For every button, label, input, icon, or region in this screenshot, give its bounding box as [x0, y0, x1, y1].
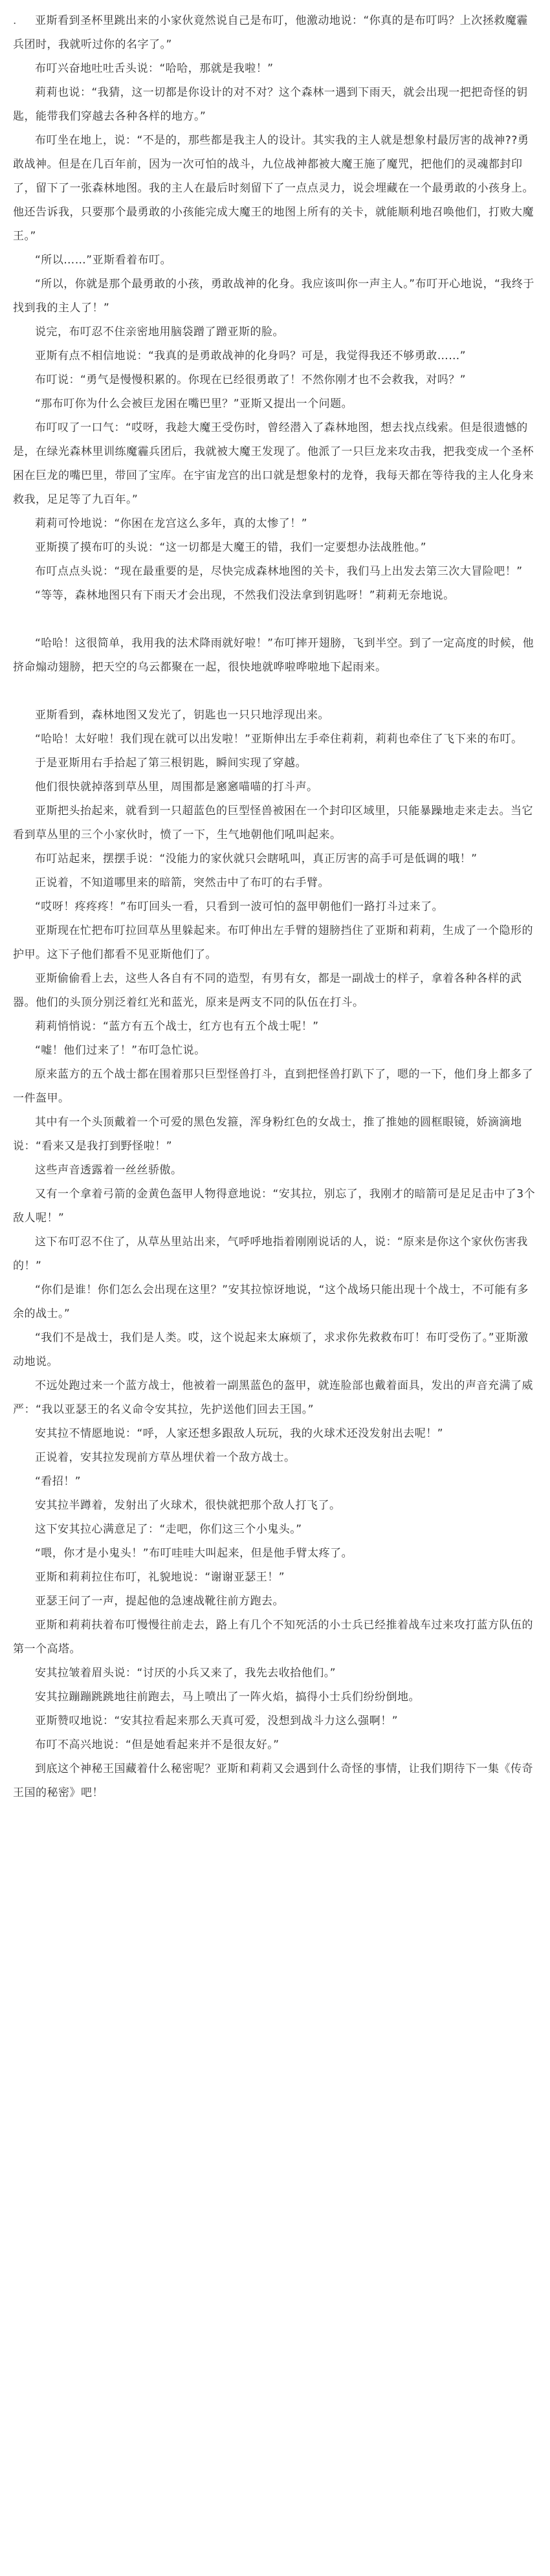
paragraph-text: “我们不是战士，我们是人类。哎，这个说起来太麻烦了，求求你先救救布叮！布叮受伤了。”亚斯激动地说。: [13, 1331, 529, 1368]
paragraph-text: 他们很快就掉落到草丛里，周围都是窸窸喵喵的打斗声。: [35, 781, 318, 794]
paragraph-text: “嘘！他们过来了！”布叮急忙说。: [35, 1044, 206, 1057]
paragraph-text: 亚斯有点不相信地说：“我真的是勇敢战神的化身吗？可是，我觉得我还不够勇敢……”: [35, 350, 467, 362]
paragraph-text: 布叮兴奋地吐吐舌头说：“哈哈，那就是我啦！”: [35, 62, 274, 75]
paragraph-text: 莉莉可怜地说：“你困在龙宫这么多年，真的太惨了！”: [35, 517, 308, 530]
paragraph: [13, 1422, 538, 1446]
paragraph-text: 到底这个神秘王国藏着什么秘密呢？亚斯和莉莉又会遇到什么奇怪的事情，让我们期待下一集《传奇王国的秘密》吧！: [13, 1762, 533, 1799]
paragraph: [13, 1470, 538, 1494]
paragraph-text: 亚斯现在忙把布叮拉回草丛里躲起来。布叮伸出左手臂的翅膀挡住了亚斯和莉莉，生成了一个隐形的护甲。这下子他们都看不见亚斯他们了。: [13, 924, 533, 961]
paragraph: [13, 9, 538, 57]
paragraph-text: 布叮叹了一口气：“哎呀，我趁大魔王受伤时，曾经潜入了森林地图，想去找点线索。但是很遗憾的是，在绿光森林里训练魔霾兵团后，我就被大魔王发现了。他派了一只巨龙来攻击我，把我变成一个圣杯困在巨龙的嘴巴里，带回了宝库。在宇宙龙宫的出口就是想象村的龙脊，我每天都在等待我的主人化身来救我，足足等了九百年。”: [13, 421, 534, 506]
paragraph: [13, 392, 538, 416]
blank-line: [13, 680, 538, 704]
paragraph: [13, 1326, 538, 1374]
paragraph-text: “哎呀！疼疼疼！”布叮回头一看，只看到一波可怕的盔甲朝他们一路打斗过来了。: [35, 900, 444, 913]
paragraph: [13, 632, 538, 680]
blank-line: [13, 608, 538, 632]
paragraph-text: 莉莉也说：“我猜，这一切都是你设计的对不对？这个森林一遇到下雨天，就会出现一把把奇怪的钥匙，能带我们穿越去各种各样的地方。”: [13, 86, 528, 123]
paragraph-text: 正说着，安其拉发现前方草丛埋伏着一个敌方战士。: [35, 1451, 296, 1464]
paragraph: [13, 1614, 538, 1661]
paragraph: [13, 1111, 538, 1159]
paragraph-text: 说完，布叮忍不住亲密地用脑袋蹭了蹭亚斯的脸。: [35, 326, 284, 339]
paragraph: [13, 847, 538, 871]
paragraph: [13, 560, 538, 584]
paragraph: [13, 536, 538, 560]
paragraph: [13, 895, 538, 919]
paragraph: [13, 1685, 538, 1709]
paragraph-text: “所以，你就是那个最勇敢的小孩，勇敢战神的化身。我应该叫你一声主人。”布叮开心地说，“我终于找到我的主人了！”: [13, 278, 534, 315]
paragraph: [13, 584, 538, 608]
paragraph-text: 亚斯看到圣杯里跳出来的小家伙竟然说自己是布叮，他激动地说：“你真的是布叮吗？上次拯救魔霾兵团时，我就听过你的名字了。”: [13, 14, 528, 51]
paragraph-text: 安其拉皱着眉头说：“讨厌的小兵又来了，我先去收拾他们。”: [35, 1667, 336, 1680]
paragraph: [13, 320, 538, 344]
paragraph: [13, 1063, 538, 1111]
paragraph-text: 安其拉蹦蹦跳跳地往前跑去，马上喷出了一阵火焰，搞得小士兵们纷纷倒地。: [35, 1691, 420, 1704]
paragraph: [13, 129, 538, 249]
paragraph: [13, 1733, 538, 1757]
paragraph-text: “你们是谁！你们怎么会出现在这里？”安其拉惊讶地说，“这个战场只能出现十个战士，不可能有多余的战士。”: [13, 1283, 529, 1320]
paragraph: [13, 967, 538, 1015]
paragraph-text: 布叮站起来，摆摆手说：“没能力的家伙就只会瞎吼叫，真正厉害的高手可是低调的哦！”: [35, 852, 478, 865]
paragraph: [13, 1159, 538, 1183]
paragraph-text: 安其拉不情愿地说：“呼，人家还想多跟敌人玩玩，我的火球术还没发射出去呢！”: [35, 1427, 444, 1440]
paragraph-text: 不远处跑过来一个蓝方战士，他被着一副黑蓝色的盔甲，就连脸部也戴着面具，发出的声音充满了威严：“我以亚瑟王的名义命令安其拉，先护送他们回去王国。”: [13, 1379, 533, 1416]
paragraph-text: 亚斯和莉莉扶着布叮慢慢往前走去，路上有几个不知死活的小士兵已经推着战车过来攻打蓝方队伍的第一个高塔。: [13, 1619, 533, 1656]
paragraph-text: 莉莉悄悄说：“蓝方有五个战士，红方也有五个战士呢！”: [35, 1020, 319, 1033]
paragraph: [13, 871, 538, 895]
paragraph-text: “所以……”亚斯看着布叮。: [35, 254, 172, 267]
paragraph: [13, 81, 538, 129]
paragraph: [13, 249, 538, 272]
paragraph-text: 又有一个拿着弓箭的金黄色盔甲人物得意地说：“安其拉，别忘了，我刚才的暗箭可是足足击中了3个敌人呢！”: [13, 1188, 536, 1225]
paragraph-text: 亚斯摸了摸布叮的头说：“这一切都是大魔王的错，我们一定要想办法战胜他。”: [35, 541, 427, 554]
paragraph: [13, 416, 538, 512]
paragraph: [13, 1709, 538, 1733]
paragraph: [13, 1494, 538, 1518]
paragraph-text: “等等，森林地图只有下雨天才会出现，不然我们没法拿到钥匙呀！”莉莉无奈地说。: [35, 589, 455, 602]
paragraph-text: “哈哈！这很简单，我用我的法术降雨就好啦！”布叮摔开翅膀，飞到半空。到了一定高度的时候，他挤命煽动翅膀，把天空的乌云都聚在一起，很快地就哗啦哗啦地下起雨来。: [13, 637, 534, 674]
paragraph: [13, 919, 538, 967]
paragraph: [13, 512, 538, 536]
paragraph: [13, 1374, 538, 1422]
paragraph-text: 安其拉半蹲着，发射出了火球术，很快就把那个敌人打飞了。: [35, 1499, 341, 1512]
paragraph-text: 亚斯偷偷看上去，这些人各自有不同的造型，有男有女，都是一副战士的样子，拿着各种各样的武器。他们的头顶分别泛着红光和蓝光，原来是两支不同的队伍在打斗。: [13, 972, 522, 1009]
paragraph: [13, 57, 538, 81]
paragraph: [13, 799, 538, 847]
paragraph: [13, 1542, 538, 1566]
paragraph: [13, 1518, 538, 1542]
paragraph-text: 原来蓝方的五个战士都在围着那只巨型怪兽打斗，直到把怪兽打趴下了，嗯的一下，他们身上都多了一件盔甲。: [13, 1068, 533, 1105]
paragraph: [13, 1230, 538, 1278]
paragraph-text: 这些声音透露着一丝丝骄傲。: [35, 1164, 182, 1177]
document-body: [13, 9, 538, 1805]
paragraph-text: “那布叮你为什么会被巨龙困在嘴巴里？”亚斯又提出一个问题。: [35, 397, 353, 410]
paragraph-text: “看招！”: [35, 1475, 82, 1488]
paragraph-text: 这下安其拉心满意足了：“走吧，你们这三个小鬼头。”: [35, 1523, 302, 1536]
paragraph: [13, 751, 538, 775]
paragraph-text: 布叮不高兴地说：“但是她看起来并不是很友好。”: [35, 1738, 280, 1751]
paragraph-text: 亚斯把头抬起来，就看到一只超蓝色的巨型怪兽被困在一个封印区域里，只能暴躁地走来走去。当它看到草丛里的三个小家伙时，愤了一下，生气地朝他们吼叫起来。: [13, 805, 533, 841]
paragraph: [13, 727, 538, 751]
paragraph: [13, 368, 538, 392]
paragraph-text: 其中有一个头顶戴着一个可爱的黑色发箍，浑身粉红色的女战士，推了推她的圆框眼镜，娇滴滴地说：“看来又是我打到野怪啦！”: [13, 1116, 522, 1153]
paragraph-text: 正说着，不知道哪里来的暗箭，突然击中了布叮的右手臂。: [35, 876, 329, 889]
paragraph: [13, 1183, 538, 1230]
paragraph: [13, 704, 538, 727]
paragraph: [13, 1757, 538, 1805]
paragraph-text: 布叮点点头说：“现在最重要的是，尽快完成森林地图的关卡，我们马上出发去第三次大冒险吧！”: [35, 565, 523, 578]
paragraph-text: 亚斯看到，森林地图又发光了，钥匙也一只只地浮现出来。: [35, 709, 329, 722]
paragraph-marker: .: [13, 14, 17, 27]
paragraph-text: 亚瑟王问了一声，提起他的急速战靴往前方跑去。: [35, 1595, 284, 1608]
paragraph: [13, 1015, 538, 1039]
paragraph: [13, 1566, 538, 1590]
paragraph: [13, 1590, 538, 1614]
paragraph: [13, 344, 538, 368]
paragraph: [13, 1039, 538, 1063]
paragraph-text: 亚斯赞叹地说：“安其拉看起来那么天真可爱，没想到战斗力这么强啊！”: [35, 1715, 399, 1727]
paragraph: [13, 1278, 538, 1326]
paragraph-text: 亚斯和莉莉拉住布叮，礼貌地说：“谢谢亚瑟王！”: [35, 1571, 285, 1584]
paragraph: [13, 1446, 538, 1470]
paragraph-text: 布叮说：“勇气是慢慢积累的。你现在已经很勇敢了！不然你刚才也不会救我，对吗？”: [35, 373, 467, 386]
paragraph: [13, 272, 538, 320]
paragraph: [13, 1661, 538, 1685]
paragraph-text: “喂，你才是小鬼头！”布叮哇哇大叫起来，但是他手臂太疼了。: [35, 1547, 353, 1560]
paragraph-text: 布叮坐在地上，说：“不是的，那些都是我主人的设计。其实我的主人就是想象村最厉害的战神??勇敢战神。但是在几百年前，因为一次可怕的战斗，九位战神都被大魔王施了魔咒，把他们的灵魂都封印了，留下了一张森林地图。我的主人在最后时刻留下了一点点灵力，说会埋藏在一个最勇敢的小孩身上。他还告诉我，只要那个最勇敢的小孩能完成大魔王的地图上所有的关卡，就能顺利地召唤他们，打败大魔王。”: [13, 134, 534, 243]
paragraph: [13, 775, 538, 799]
paragraph-text: 于是亚斯用右手拾起了第三根钥匙，瞬间实现了穿越。: [35, 757, 307, 770]
paragraph-text: 这下布叮忍不住了，从草丛里站出来，气呼呼地指着刚刚说话的人，说：“原来是你这个家伙伤害我的！”: [13, 1236, 528, 1272]
paragraph-text: “哈哈！太好啦！我们现在就可以出发啦！”亚斯伸出左手牵住莉莉，莉莉也牵住了飞下来的布叮。: [35, 733, 523, 746]
